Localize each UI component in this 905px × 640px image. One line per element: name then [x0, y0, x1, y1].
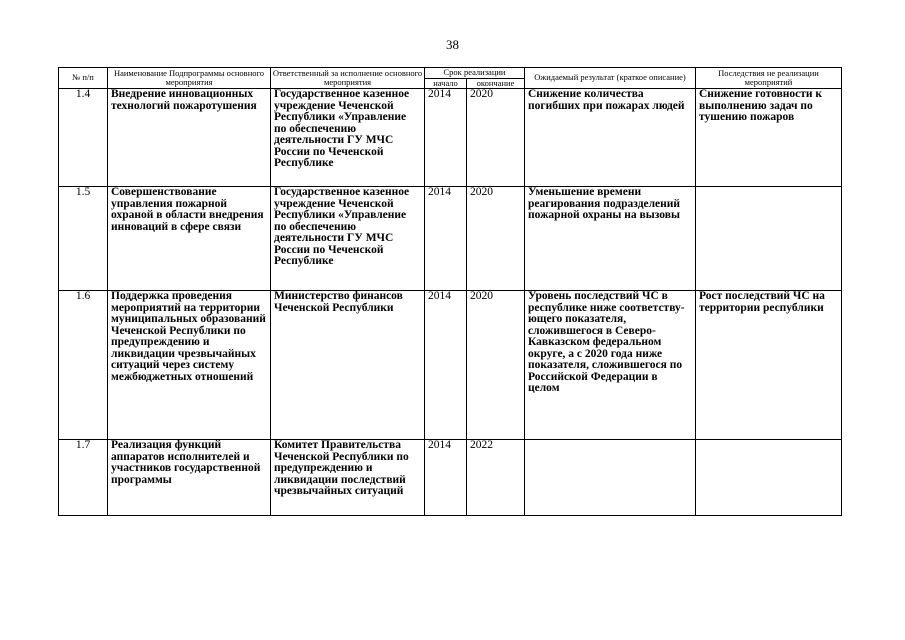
row-responsible: Министерство финансов Чеченской Республики — [271, 291, 425, 440]
row-end: 2020 — [467, 89, 525, 187]
row-start: 2014 — [425, 440, 467, 516]
row-result — [525, 440, 696, 516]
row-num: 1.5 — [59, 187, 108, 291]
row-responsible: Комитет Правительства Чеченской Республики по предупреждению и ликвидации последствий чрезвычайных ситуаций — [271, 440, 425, 516]
row-result: Уменьшение времени реагирования подразделений пожарной охраны на вызовы — [525, 187, 696, 291]
row-consequence — [696, 187, 842, 291]
header-name: Наименование Подпрограммы основного мероприятия — [108, 68, 271, 89]
table-row — [59, 291, 842, 440]
row-end: 2022 — [467, 440, 525, 516]
row-consequence: Снижение готовности к выполнению задач по тушению пожаров — [696, 89, 842, 187]
header-end: окончание — [467, 78, 525, 89]
row-start: 2014 — [425, 187, 467, 291]
row-num: 1.6 — [59, 291, 108, 440]
row-start: 2014 — [425, 291, 467, 440]
row-name: Реализация функций аппаратов исполнителей и участников государственной программы — [108, 440, 271, 516]
row-result: Уровень последствий ЧС в республике ниже соответству-ющего показателя, сложившегося в Северо-Кавказском федеральном округе, а с 2020 года ниже показателя, сложившегося по Российской Федерации в целом — [525, 291, 696, 440]
row-consequence — [696, 440, 842, 516]
row-responsible: Государственное казенное учреждение Чеченской Республики «Управление по обеспечению деятельности ГУ МЧС России по Чеченской Республике — [271, 89, 425, 187]
table-row — [59, 187, 842, 291]
page-number: 38 — [446, 37, 459, 52]
row-consequence: Рост последствий ЧС на территории республики — [696, 291, 842, 440]
header-result: Ожидаемый результат (краткое описание) — [525, 68, 696, 89]
table-row — [59, 89, 842, 187]
header-num: № п/п — [59, 68, 108, 89]
header-responsible: Ответственный за исполнение основного мероприятия — [271, 68, 425, 89]
row-end: 2020 — [467, 291, 525, 440]
activities-table — [58, 67, 842, 516]
table-row — [59, 440, 842, 516]
row-name: Внедрение инновационных технологий пожаротушения — [108, 89, 271, 187]
row-name: Поддержка проведения мероприятий на территории муниципальных образований Чеченской Республики по предупреждению и ликвидации чрезвычайных ситуаций через систему межбюджетных отношений — [108, 291, 271, 440]
row-end: 2020 — [467, 187, 525, 291]
row-name: Совершенствование управления пожарной охраной в области внедрения инноваций в сфере связи — [108, 187, 271, 291]
header-consequence: Последствия не реализации мероприятий — [696, 68, 842, 89]
header-period: Срок реализации — [425, 68, 525, 79]
header-start: начало — [425, 78, 467, 89]
row-result: Снижение количества погибших при пожарах людей — [525, 89, 696, 187]
row-responsible: Государственное казенное учреждение Чеченской Республики «Управление по обеспечению деятельности ГУ МЧС России по Чеченской Республике — [271, 187, 425, 291]
row-start: 2014 — [425, 89, 467, 187]
row-num: 1.7 — [59, 440, 108, 516]
row-num: 1.4 — [59, 89, 108, 187]
